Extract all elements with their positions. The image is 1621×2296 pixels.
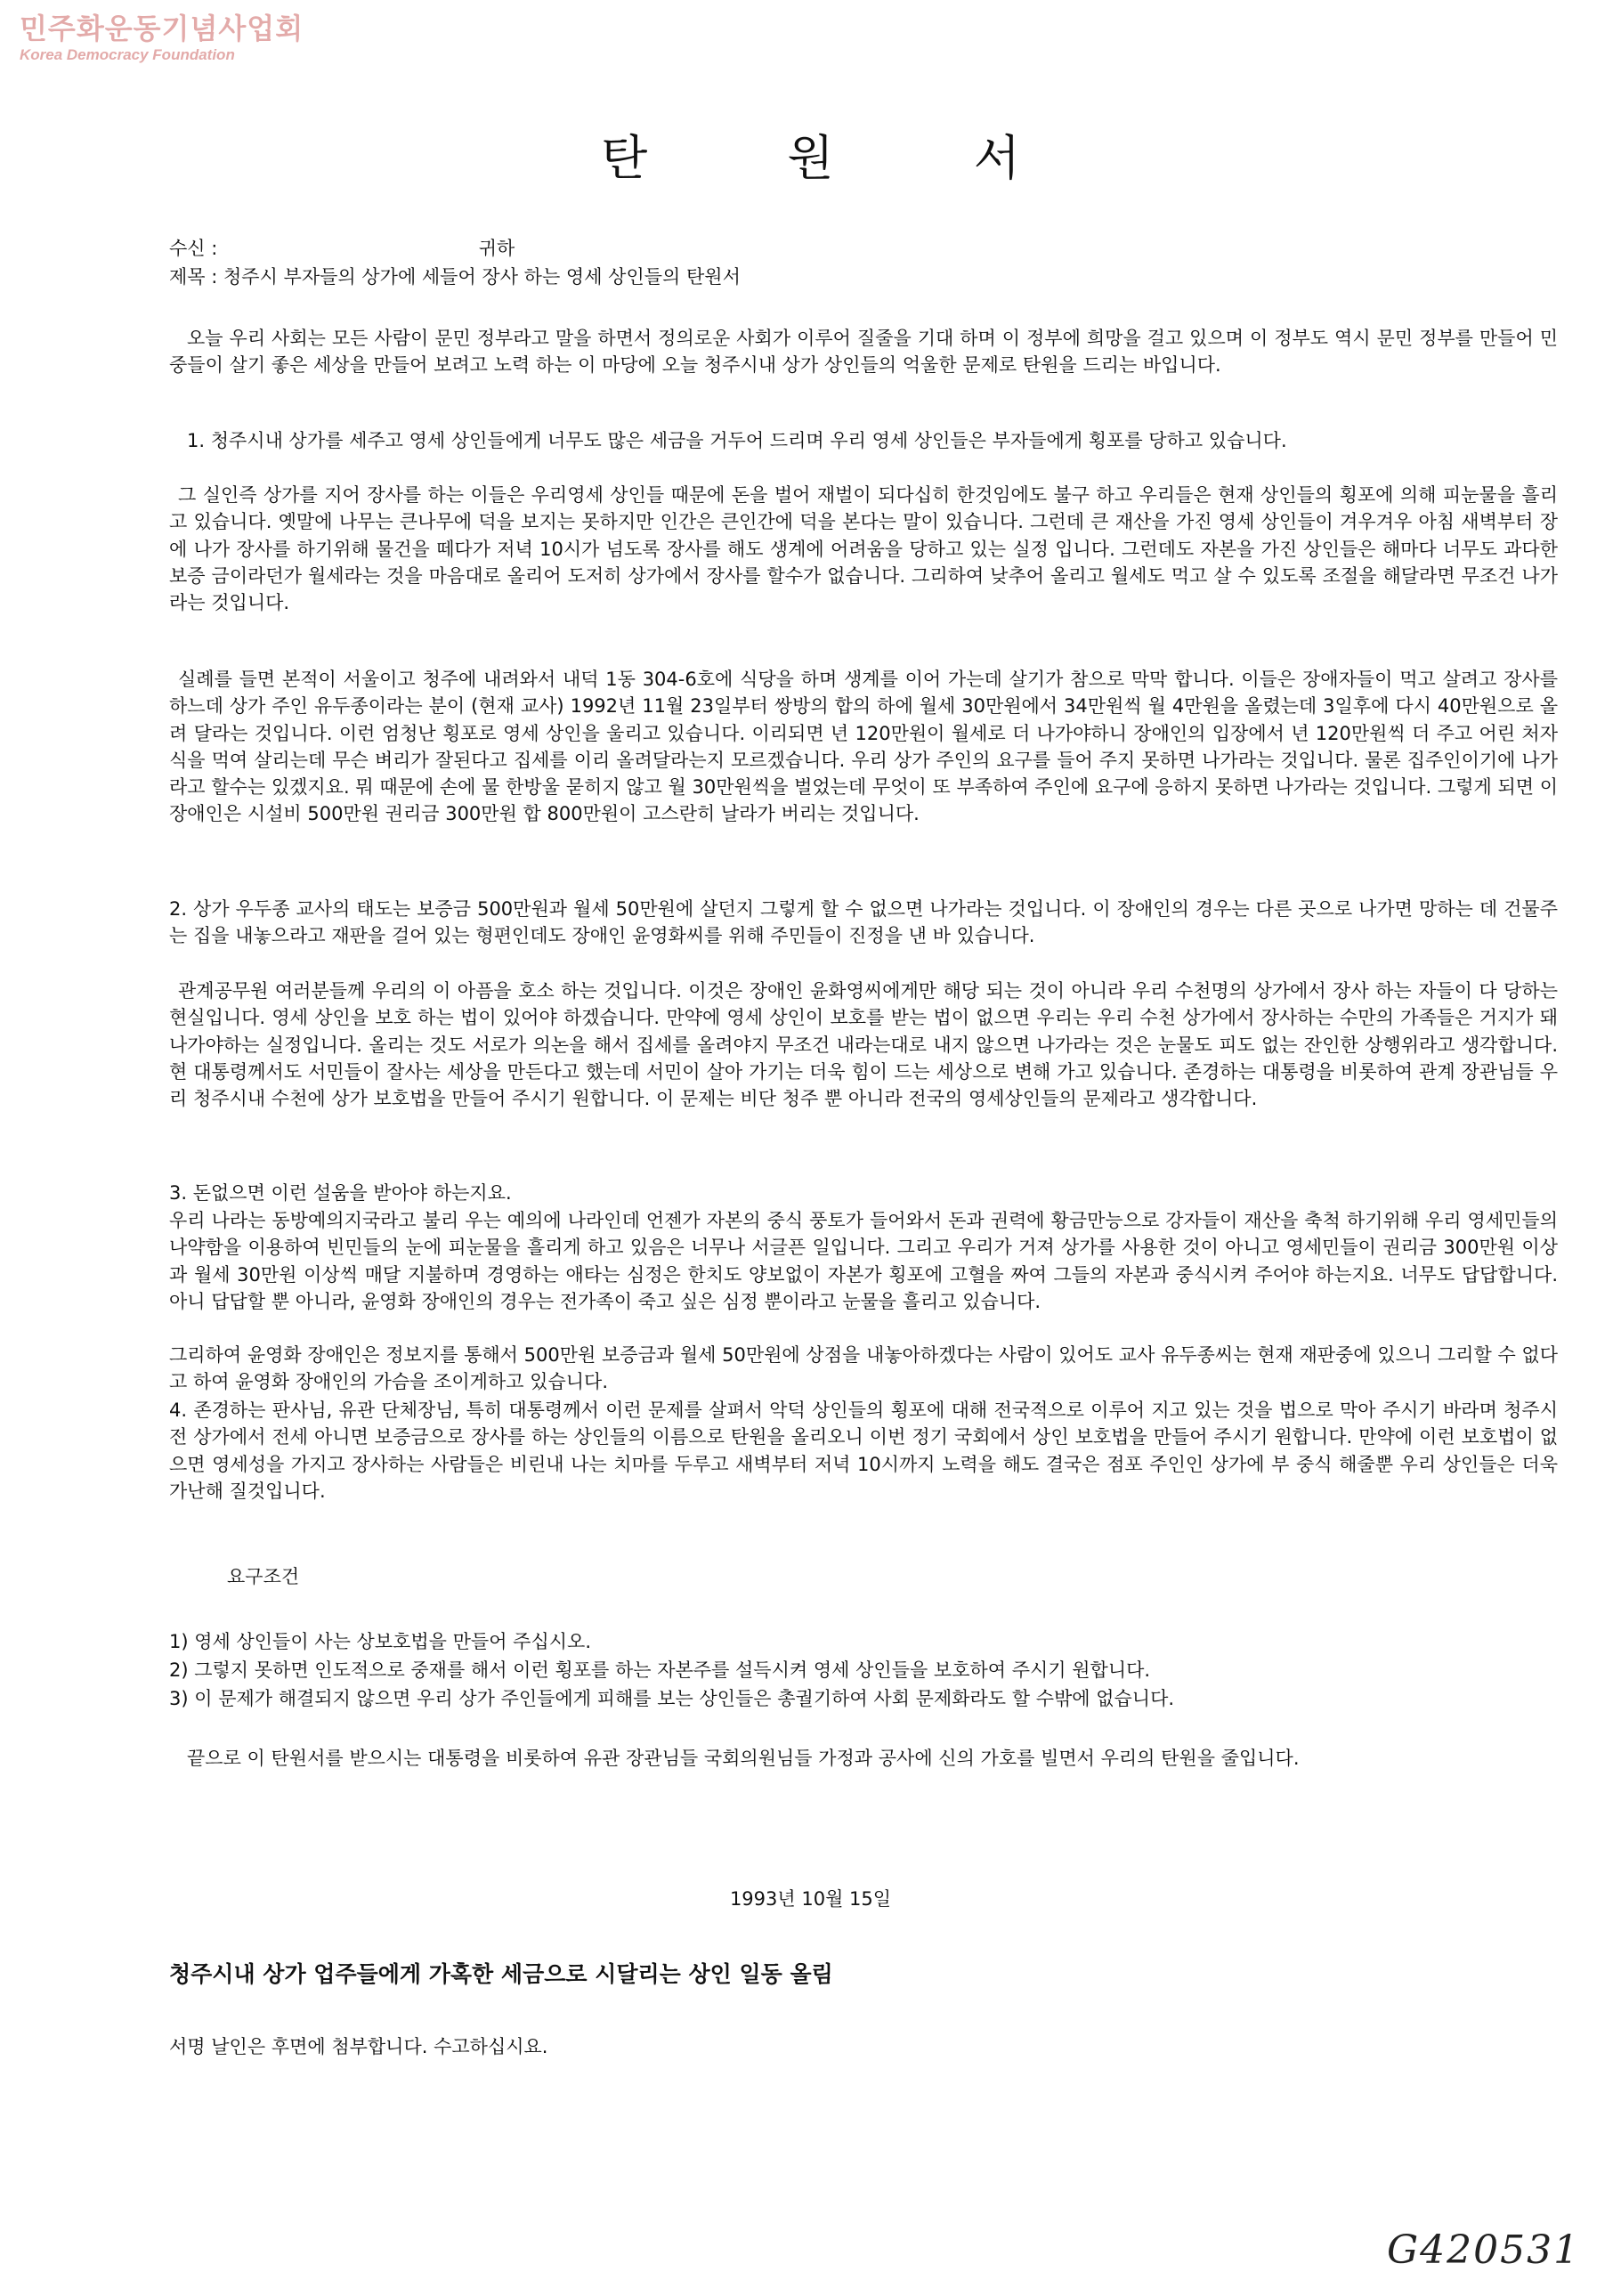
point-4-paragraph: 4. 존경하는 판사님, 유관 단체장님, 특히 대통령께서 이런 문제를 살펴서 악덕 상인들의 횡포에 대해 전국적으로 이루어 지고 있는 것을 법으로 막아 주시기 바라며 청주시 전 상가에서 전세 아니면 보증금으로 장사를 하는 상인들의 이름으로 탄원을 올리오니 이번 정기 국회에서 상인 보호법을 만들어 주시기 원합니다. 만약에 이런 보호법이 없으면 영세성을 가지고 장사하는 사람들은 비린내 나는 치마를 두루고 새벽부터 저녁 10시까지 노력을 해도 결국은 점포 주인인 상가에 부 중식 해줄뿐 우리 상인들은 더욱 가난해 질것입니다.: [169, 1400, 1558, 1502]
point-3-body: 우리 나라는 동방예의지국라고 불리 우는 예의에 나라인데 언젠가 자본의 중식 풍토가 들어와서 돈과 권력에 황금만능으로 강자들이 재산을 축척 하기위해 우리 영세민들의 나약함을 이용하여 빈민들의 눈에 피눈물을 흘리게 하고 있음은 너무나 서글픈 일입니다. 그리고 우리가 거져 상가를 사용한 것이 아니고 영세민들이 권리금 300만원 이상과 월세 30만원 이상씩 매달 지불하며 경영하는 애타는 심정은 한치도 양보없이 자본가 횡포에 고혈을 짜여 그들의 자본과 중식시켜 주어야 하는지요. 너무도 답답합니다. 아니 답답할 뿐 아니라, 윤영화 장애인의 경우는 전가족이 죽고 싶은 심정 뿐이라고 눈물을 흘리고 있습니다.: [169, 1210, 1558, 1312]
requirement-item: 3) 이 문제가 해결되지 않으면 우리 상가 주인들에게 피해를 보는 상인들은 총궐기하여 사회 문제화라도 할 수밖에 없습니다.: [169, 1688, 1175, 1709]
point-1-heading: 1. 청주시내 상가를 세주고 영세 상인들에게 너무도 많은 세금을 거두어 드리며 우리 영세 상인들은 부자들에게 횡포를 당하고 있습니다.: [187, 430, 1287, 451]
document-date: 1993년 10월 15일: [729, 1888, 892, 1910]
recipient-value: 귀하: [478, 238, 515, 259]
point-3-heading: 3. 돈없으면 이런 설움을 받아야 하는지요.: [169, 1182, 512, 1204]
requirement-item: 2) 그렇지 못하면 인도적으로 중재를 해서 이런 횡포를 하는 자본주를 설득시켜 영세 상인들을 보호하여 주시기 원합니다.: [169, 1659, 1151, 1681]
point-1-example: 실례를 들면 본적이 서울이고 청주에 내려와서 내덕 1동 304-6호에 식당을 하며 생계를 이어 가는데 살기가 참으로 막막 합니다. 이들은 장애자들이 먹고 살려고 장사를 하느데 상가 주인 유두종이라는 분이 (현재 교사) 1992년 11월 23일부터 쌍방의 합의 하에 월세 30만원에서 34만원씩 월 4만원을 올렸는데 3일후에 다시 40만원으로 올려 달라는 것입니다. 이런 엄청난 횡포로 영세 상인을 울리고 있습니다. 이리되면 년 120만원이 월세로 더 나가야하니 장애인의 입장에서 년 120만원씩 더 주고 어린 처자식을 먹여 살리는데 무슨 벼리가 잘된다고 집세를 이리 올려달라는지 모르겠습니다. 우리 상가 주인의 요구를 들어 주지 못하면 나가라는 것입니다. 물론 집주인이기에 나가라고 할수는 있겠지요. 뭐 때문에 손에 물 한방울 묻히지 않고 월 30만원씩을 벌었는데 무엇이 또 부족하여 주인에 요구에 응하지 못하면 나가라는 것입니다. 그렇게 되면 이 장애인은 시설비 500만원 권리금 300만원 합 800만원이 고스란히 날라가 버리는 것입니다.: [169, 669, 1558, 825]
intro-paragraph: 오늘 우리 사회는 모든 사람이 문민 정부라고 말을 하면서 정의로운 사회가 이루어 질줄을 기대 하며 이 정부에 희망을 걸고 있으며 이 정부도 역시 문민 정부를 만들어 민중들이 살기 좋은 세상을 만들어 보려고 노력 하는 이 마당에 오늘 청주시내 상가 상인들의 억울한 문제로 탄원을 드리는 바입니다.: [169, 328, 1558, 377]
watermark-english: Korea Democracy Foundation: [20, 46, 235, 63]
subject-value: 청주시 부자들의 상가에 세들어 장사 하는 영세 상인들의 탄원서: [223, 266, 741, 288]
requirement-item: 1) 영세 상인들이 사는 상보호법을 만들어 주십시오.: [169, 1631, 591, 1652]
subject-label: 제목 :: [169, 266, 218, 288]
requirements-list: [169, 1627, 1174, 1713]
archive-code: G420531: [1387, 2227, 1581, 2273]
document-title: 탄 원 서: [601, 130, 1082, 186]
point-3-followup: 그리하여 윤영화 장애인은 정보지를 통해서 500만원 보증금과 월세 50만원에 상점을 내놓아하겠다는 사람이 있어도 교사 유두종씨는 현재 재판중에 있으니 그리할 수 없다고 하여 윤영화 장애인의 가슴을 조이게하고 있습니다.: [169, 1344, 1558, 1393]
closing-paragraph: 끝으로 이 탄원서를 받으시는 대통령을 비롯하여 유관 장관님들 국회의원님들 가정과 공사에 신의 가호를 빌면서 우리의 탄원을 줄입니다.: [187, 1748, 1300, 1769]
recipient-label: 수신 :: [169, 238, 218, 259]
watermark-korean: 민주화운동기념사업회: [20, 12, 304, 45]
point-2-body: 관계공무원 여러분들께 우리의 이 아픔을 호소 하는 것입니다. 이것은 장애인 윤화영씨에게만 해당 되는 것이 아니라 우리 수천명의 상가에서 장사 하는 자들이 다 당하는 현실입니다. 영세 상인을 보호 하는 법이 있어야 하겠습니다. 만약에 영세 상인이 보호를 받는 법이 없으면 우리는 우리 수천 상가에서 장사하는 수만의 가족들은 거지가 돼 나가야하는 실정입니다. 올리는 것도 서로가 의논을 해서 집세를 올려야지 무조건 내라는대로 내지 않으면 나가라는 것은 눈물도 피도 없는 잔인한 상행위라고 생각합니다. 현 대통령께서도 서민들이 잘사는 세상을 만든다고 했는데 서민이 살아 가기는 더욱 힘이 드는 세상으로 변해 가고 있습니다. 존경하는 대통령을 비롯하여 관계 장관님들 우리 청주시내 수천에 상가 보호법을 만들어 주시기 원합니다. 이 문제는 비단 청주 뿐 아니라 전국의 영세상인들의 문제라고 생각합니다.: [169, 980, 1558, 1110]
signature-note: 서명 날인은 후면에 첨부합니다. 수고하십시요.: [169, 2036, 548, 2057]
petitioner-line: 청주시내 상가 업주들에게 가혹한 세금으로 시달리는 상인 일동 올림: [169, 1961, 833, 1987]
point-1-body: 그 실인즉 상가를 지어 장사를 하는 이들은 우리영세 상인들 때문에 돈을 벌어 재벌이 되다십히 한것임에도 불구 하고 우리들은 현재 상인들의 횡포에 의해 피눈물을 흘리고 있습니다. 옛말에 나무는 큰나무에 덕을 보지는 못하지만 인간은 큰인간에 덕을 본다는 말이 있습니다. 그런데 큰 재산을 가진 영세 상인들이 겨우겨우 아침 새벽부터 장에 나가 장사를 하기위해 물건을 떼다가 저녁 10시가 넘도록 장사를 해도 생계에 어려움을 당하고 있는 실정 입니다. 그런데도 자본을 가진 상인들은 해마다 너무도 과다한 보증 금이라던가 월세라는 것을 마음대로 올리어 도저히 상가에서 장사를 할수가 없습니다. 그리하여 낮추어 올리고 월세도 먹고 살 수 있도록 조절을 해달라면 무조건 나가라는 것입니다.: [169, 484, 1558, 614]
point-2-heading: 2. 상가 우두종 교사의 태도는 보증금 500만원과 월세 50만원에 살던지 그렇게 할 수 없으면 나가라는 것입니다. 이 장애인의 경우는 다른 곳으로 나가면 망하는 데 건물주는 집을 내놓으라고 재판을 걸어 있는 형편인데도 장애인 윤영화씨를 위해 주민들이 진정을 낸 바 있습니다.: [169, 898, 1558, 947]
subject-line: [169, 264, 741, 290]
recipient-line: [169, 235, 515, 262]
requirements-heading: 요구조건: [227, 1566, 300, 1587]
foundation-watermark: [20, 11, 304, 64]
